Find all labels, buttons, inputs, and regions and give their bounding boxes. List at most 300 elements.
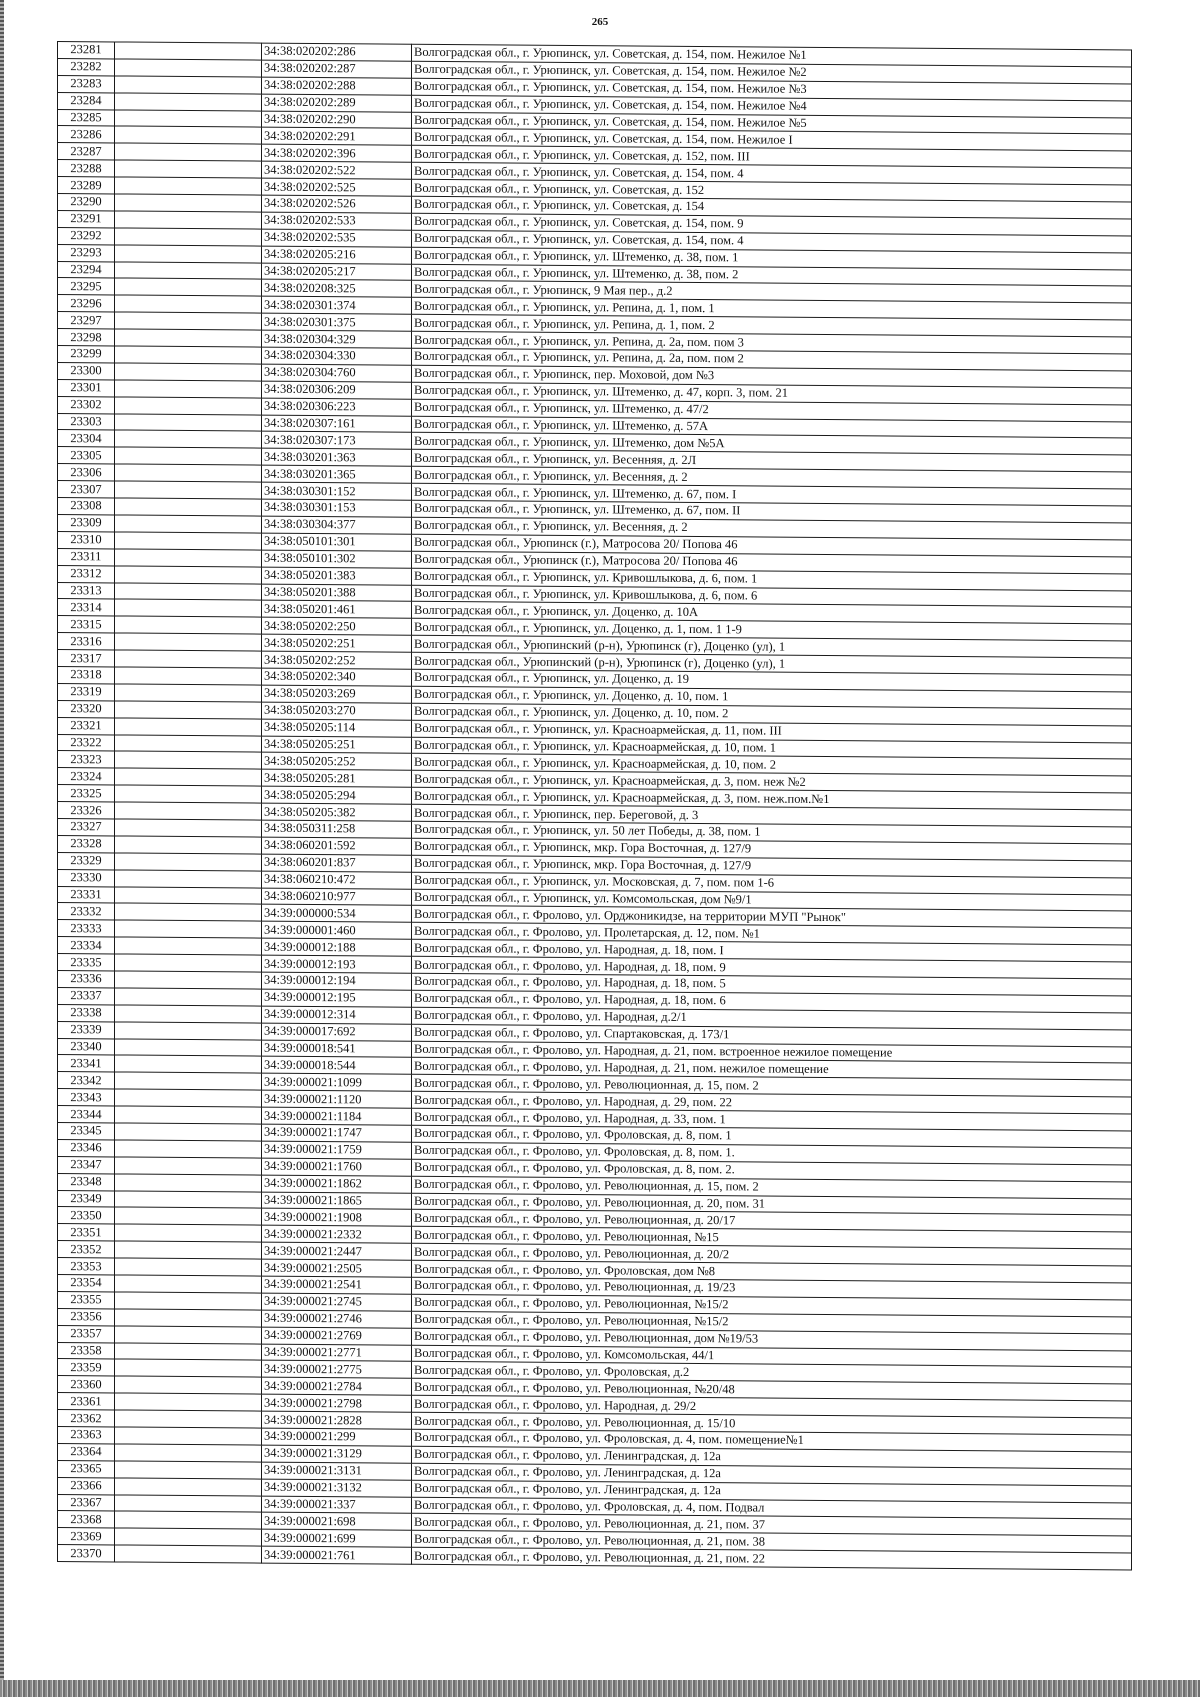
- cadastral-number-cell: 34:38:060201:837: [262, 854, 412, 872]
- empty-cell: [115, 143, 262, 161]
- address-cell: Волгоградская обл., г. Урюпинск, ул. Репина, д. 2а, пом. пом 2: [412, 348, 1132, 371]
- cadastral-number-cell: 34:39:000021:2771: [262, 1344, 412, 1362]
- empty-cell: [115, 1123, 262, 1141]
- cadastral-number-cell: 34:39:000017:692: [262, 1023, 412, 1041]
- row-number-cell: 23358: [58, 1342, 115, 1359]
- cadastral-number-cell: 34:38:050201:461: [262, 600, 412, 618]
- row-number-cell: 23354: [58, 1275, 115, 1292]
- empty-cell: [115, 1140, 262, 1158]
- empty-cell: [115, 1022, 262, 1040]
- row-number-cell: 23361: [58, 1393, 115, 1410]
- address-cell: Волгоградская обл., г. Урюпинск, ул. Московская, д. 7, пом. пом 1-6: [412, 872, 1132, 895]
- cadastral-number-cell: 34:39:000021:699: [262, 1529, 412, 1547]
- cadastral-number-cell: 34:39:000021:2745: [262, 1293, 412, 1311]
- row-number-cell: 23369: [58, 1528, 115, 1545]
- cadastral-number-cell: 34:39:000021:1099: [262, 1073, 412, 1091]
- address-cell: Волгоградская обл., г. Урюпинск, ул. Штеменко, дом №5А: [412, 433, 1132, 456]
- address-cell: Волгоградская обл., г. Фролово, ул. Фроловская, дом №8: [412, 1260, 1132, 1283]
- row-number-cell: 23308: [58, 498, 115, 515]
- empty-cell: [115, 126, 262, 144]
- address-cell: Волгоградская обл., г. Фролово, ул. Спартаковская, д. 173/1: [412, 1024, 1132, 1047]
- cadastral-number-cell: 34:38:050205:251: [262, 736, 412, 754]
- address-cell: Волгоградская обл., г. Урюпинск, ул. Советская, д. 154, пом. Нежилое №3: [412, 78, 1132, 101]
- address-cell: Волгоградская обл., г. Урюпинск, ул. Репина, д. 1, пом. 1: [412, 298, 1132, 321]
- empty-cell: [115, 870, 262, 888]
- cadastral-number-cell: 34:38:030301:152: [262, 482, 412, 500]
- cadastral-number-cell: 34:38:020301:375: [262, 313, 412, 331]
- empty-cell: [115, 481, 262, 499]
- empty-cell: [115, 937, 262, 955]
- address-cell: Волгоградская обл., Урюпинский (р-н), Урюпинск (г), Доценко (ул), 1: [412, 635, 1132, 658]
- empty-cell: [115, 312, 262, 330]
- cadastral-number-cell: 34:39:000021:2541: [262, 1276, 412, 1294]
- row-number-cell: 23331: [58, 886, 115, 903]
- cadastral-number-cell: 34:38:020202:287: [262, 60, 412, 78]
- address-cell: Волгоградская обл., г. Фролово, ул. Фроловская, д. 8, пом. 2.: [412, 1159, 1132, 1182]
- cadastral-number-cell: 34:38:020202:526: [262, 195, 412, 213]
- empty-cell: [115, 194, 262, 212]
- empty-cell: [115, 464, 262, 482]
- empty-cell: [115, 920, 262, 938]
- cadastral-number-cell: 34:39:000012:188: [262, 938, 412, 956]
- empty-cell: [115, 515, 262, 533]
- row-number-cell: 23325: [58, 785, 115, 802]
- empty-cell: [115, 667, 262, 685]
- row-number-cell: 23346: [58, 1139, 115, 1156]
- cadastral-number-cell: 34:38:050205:252: [262, 753, 412, 771]
- row-number-cell: 23367: [58, 1494, 115, 1511]
- row-number-cell: 23304: [58, 430, 115, 447]
- row-number-cell: 23319: [58, 683, 115, 700]
- cadastral-number-cell: 34:38:060201:592: [262, 837, 412, 855]
- address-cell: Волгоградская обл., Урюпинск (г.), Матросова 20/ Попова 46: [412, 551, 1132, 574]
- empty-cell: [115, 802, 262, 820]
- empty-cell: [115, 1072, 262, 1090]
- empty-cell: [115, 903, 262, 921]
- cadastral-number-cell: 34:39:000021:2447: [262, 1242, 412, 1260]
- cadastral-number-cell: 34:38:050101:301: [262, 533, 412, 551]
- address-cell: Волгоградская обл., г. Фролово, ул. Ленинградская, д. 12а: [412, 1446, 1132, 1469]
- address-cell: Волгоградская обл., г. Урюпинск, ул. Весенняя, д. 2Л: [412, 450, 1132, 473]
- row-number-cell: 23345: [58, 1123, 115, 1140]
- empty-cell: [115, 1343, 262, 1361]
- address-cell: Волгоградская обл., г. Урюпинск, ул. Советская, д. 154, пом. Нежилое №5: [412, 112, 1132, 135]
- cadastral-number-cell: 34:38:050203:269: [262, 685, 412, 703]
- row-number-cell: 23328: [58, 835, 115, 852]
- empty-cell: [115, 346, 262, 364]
- empty-cell: [115, 566, 262, 584]
- row-number-cell: 23326: [58, 802, 115, 819]
- address-cell: Волгоградская обл., г. Урюпинск, мкр. Гора Восточная, д. 127/9: [412, 838, 1132, 861]
- row-number-cell: 23349: [58, 1190, 115, 1207]
- empty-cell: [115, 751, 262, 769]
- address-cell: Волгоградская обл., г. Урюпинск, ул. Советская, д. 154: [412, 196, 1132, 219]
- cadastral-number-cell: 34:38:020202:289: [262, 94, 412, 112]
- address-cell: Волгоградская обл., г. Урюпинск, ул. Штеменко, д. 38, пом. 2: [412, 264, 1132, 287]
- address-cell: Волгоградская обл., г. Фролово, ул. Народная, д. 29, пом. 22: [412, 1092, 1132, 1115]
- cadastral-number-cell: 34:39:000021:2505: [262, 1259, 412, 1277]
- empty-cell: [115, 718, 262, 736]
- address-cell: Волгоградская обл., г. Урюпинск, пер. Моховой, дом №3: [412, 365, 1132, 388]
- row-number-cell: 23311: [58, 548, 115, 565]
- cadastral-number-cell: 34:39:000021:698: [262, 1513, 412, 1531]
- address-cell: Волгоградская обл., г. Фролово, ул. Фроловская, д. 4, пом. Подвал: [412, 1497, 1132, 1520]
- address-cell: Волгоградская обл., г. Фролово, ул. Революционная, д. 21, пом. 22: [412, 1548, 1132, 1571]
- cadastral-number-cell: 34:39:000021:299: [262, 1428, 412, 1446]
- empty-cell: [115, 1393, 262, 1411]
- row-number-cell: 23287: [58, 143, 115, 160]
- empty-cell: [115, 295, 262, 313]
- cadastral-number-cell: 34:38:020208:325: [262, 280, 412, 298]
- empty-cell: [115, 110, 262, 128]
- cadastral-number-cell: 34:38:020202:291: [262, 128, 412, 146]
- cadastral-number-cell: 34:38:020202:535: [262, 229, 412, 247]
- cadastral-number-cell: 34:38:020202:286: [262, 43, 412, 61]
- empty-cell: [115, 42, 262, 60]
- row-number-cell: 23368: [58, 1511, 115, 1528]
- address-cell: Волгоградская обл., г. Фролово, ул. Народная, д. 21, пом. нежилое помещение: [412, 1058, 1132, 1081]
- row-number-cell: 23340: [58, 1038, 115, 1055]
- empty-cell: [115, 245, 262, 263]
- empty-cell: [115, 971, 262, 989]
- row-number-cell: 23357: [58, 1325, 115, 1342]
- empty-cell: [115, 430, 262, 448]
- empty-cell: [115, 532, 262, 550]
- cadastral-number-cell: 34:38:050205:281: [262, 769, 412, 787]
- empty-cell: [115, 954, 262, 972]
- address-cell: Волгоградская обл., г. Урюпинск, ул. Репина, д. 1, пом. 2: [412, 315, 1132, 338]
- empty-cell: [115, 650, 262, 668]
- cadastral-number-cell: 34:39:000012:193: [262, 955, 412, 973]
- address-cell: Волгоградская обл., г. Фролово, ул. Народная, д.2/1: [412, 1007, 1132, 1030]
- row-number-cell: 23347: [58, 1156, 115, 1173]
- empty-cell: [115, 1545, 262, 1563]
- address-cell: Волгоградская обл., г. Урюпинск, ул. Красноармейская, д. 3, пом. неж №2: [412, 771, 1132, 794]
- address-cell: Волгоградская обл., г. Фролово, ул. Фроловская, д. 4, пом. помещение№1: [412, 1429, 1132, 1452]
- cadastral-number-cell: 34:38:030301:153: [262, 499, 412, 517]
- address-cell: Волгоградская обл., г. Урюпинск, ул. Доценко, д. 10, пом. 1: [412, 686, 1132, 709]
- row-number-cell: 23282: [58, 58, 115, 75]
- address-cell: Волгоградская обл., г. Урюпинск, ул. Штеменко, д. 47, корп. 3, пом. 21: [412, 382, 1132, 405]
- address-cell: Волгоградская обл., г. Урюпинск, мкр. Гора Восточная, д. 127/9: [412, 855, 1132, 878]
- address-cell: Волгоградская обл., г. Урюпинск, ул. Штеменко, д. 47/2: [412, 399, 1132, 422]
- row-number-cell: 23350: [58, 1207, 115, 1224]
- row-number-cell: 23339: [58, 1021, 115, 1038]
- row-number-cell: 23296: [58, 295, 115, 312]
- address-cell: Волгоградская обл., г. Фролово, ул. Народная, д. 33, пом. 1: [412, 1108, 1132, 1131]
- empty-cell: [115, 177, 262, 195]
- empty-cell: [115, 582, 262, 600]
- cadastral-number-cell: 34:38:050201:388: [262, 584, 412, 602]
- row-number-cell: 23285: [58, 109, 115, 126]
- cadastral-number-cell: 34:38:050202:250: [262, 617, 412, 635]
- address-cell: Волгоградская обл., г. Урюпинск, ул. Советская, д. 154, пом. 4: [412, 230, 1132, 253]
- cadastral-number-cell: 34:38:060210:977: [262, 888, 412, 906]
- address-cell: Волгоградская обл., г. Урюпинск, ул. Весенняя, д. 2: [412, 517, 1132, 540]
- cadastral-number-cell: 34:38:020202:533: [262, 212, 412, 230]
- row-number-cell: 23294: [58, 261, 115, 278]
- row-number-cell: 23370: [58, 1545, 115, 1562]
- address-cell: Волгоградская обл., г. Урюпинск, ул. Доценко, д. 10А: [412, 602, 1132, 625]
- row-number-cell: 23337: [58, 987, 115, 1004]
- empty-cell: [115, 59, 262, 77]
- scan-edge-bottom: [0, 1680, 1200, 1697]
- row-number-cell: 23313: [58, 582, 115, 599]
- address-cell: Волгоградская обл., г. Фролово, ул. Пролетарская, д. 12, пом. №1: [412, 923, 1132, 946]
- row-number-cell: 23310: [58, 531, 115, 548]
- address-cell: Волгоградская обл., г. Урюпинск, ул. Штеменко, д. 38, пом. 1: [412, 247, 1132, 270]
- cadastral-number-cell: 34:38:020304:330: [262, 347, 412, 365]
- empty-cell: [115, 160, 262, 178]
- cadastral-number-cell: 34:38:050101:302: [262, 550, 412, 568]
- empty-cell: [115, 684, 262, 702]
- address-cell: Волгоградская обл., г. Урюпинск, ул. Советская, д. 152, пом. III: [412, 146, 1132, 169]
- empty-cell: [115, 1005, 262, 1023]
- empty-cell: [115, 1292, 262, 1310]
- empty-cell: [115, 1309, 262, 1327]
- row-number-cell: 23359: [58, 1359, 115, 1376]
- address-cell: Волгоградская обл., г. Урюпинск, ул. Красноармейская, д. 11, пом. III: [412, 720, 1132, 743]
- address-cell: Волгоградская обл., г. Урюпинск, ул. Советская, д. 154, пом. Нежилое №4: [412, 95, 1132, 118]
- empty-cell: [115, 278, 262, 296]
- row-number-cell: 23338: [58, 1004, 115, 1021]
- address-cell: Волгоградская обл., г. Урюпинск, ул. Советская, д. 154, пом. Нежилое №1: [412, 44, 1132, 67]
- cadastral-number-cell: 34:38:050205:382: [262, 803, 412, 821]
- address-cell: Волгоградская обл., г. Фролово, ул. Революционная, д. 21, пом. 37: [412, 1514, 1132, 1537]
- row-number-cell: 23290: [58, 194, 115, 211]
- address-cell: Волгоградская обл., г. Урюпинск, ул. Советская, д. 154, пом. 4: [412, 163, 1132, 186]
- empty-cell: [115, 1376, 262, 1394]
- address-cell: Волгоградская обл., г. Фролово, ул. Народная, д. 18, пом. 9: [412, 956, 1132, 979]
- address-cell: Волгоградская обл., г. Урюпинск, ул. Красноармейская, д. 10, пом. 1: [412, 737, 1132, 760]
- cadastral-number-cell: 34:39:000021:761: [262, 1546, 412, 1564]
- cadastral-number-cell: 34:38:030201:363: [262, 448, 412, 466]
- address-cell: Волгоградская обл., г. Урюпинск, 9 Мая пер., д.2: [412, 281, 1132, 304]
- row-number-cell: 23322: [58, 734, 115, 751]
- row-number-cell: 23306: [58, 464, 115, 481]
- property-register-table: [57, 41, 1132, 1571]
- row-number-cell: 23297: [58, 312, 115, 329]
- cadastral-number-cell: 34:39:000021:2332: [262, 1225, 412, 1243]
- row-number-cell: 23286: [58, 126, 115, 143]
- cadastral-number-cell: 34:38:020304:760: [262, 364, 412, 382]
- row-number-cell: 23335: [58, 954, 115, 971]
- address-cell: Волгоградская обл., г. Фролово, ул. Революционная, дом №19/53: [412, 1328, 1132, 1351]
- row-number-cell: 23295: [58, 278, 115, 295]
- address-cell: Волгоградская обл., г. Урюпинск, ул. Штеменко, д. 67, пом. II: [412, 500, 1132, 523]
- empty-cell: [115, 1191, 262, 1209]
- empty-cell: [115, 1207, 262, 1225]
- row-number-cell: 23291: [58, 210, 115, 227]
- address-cell: Волгоградская обл., Урюпинск (г.), Матросова 20/ Попова 46: [412, 534, 1132, 557]
- empty-cell: [115, 819, 262, 837]
- row-number-cell: 23321: [58, 717, 115, 734]
- address-cell: Волгоградская обл., г. Фролово, ул. Революционная, д. 21, пом. 38: [412, 1531, 1132, 1554]
- cadastral-number-cell: 34:38:020306:223: [262, 398, 412, 416]
- cadastral-number-cell: 34:39:000021:3132: [262, 1479, 412, 1497]
- address-cell: Волгоградская обл., г. Урюпинск, ул. Доценко, д. 1, пом. 1 1-9: [412, 619, 1132, 642]
- property-register-sheet: [57, 41, 1132, 1571]
- address-cell: Волгоградская обл., г. Урюпинск, ул. Красноармейская, д. 3, пом. неж.пом.№1: [412, 787, 1132, 810]
- address-cell: Волгоградская обл., г. Урюпинск, пер. Береговой, д. 3: [412, 804, 1132, 827]
- address-cell: Волгоградская обл., г. Фролово, ул. Революционная, д. 20/17: [412, 1210, 1132, 1233]
- row-number-cell: 23299: [58, 346, 115, 363]
- address-cell: Волгоградская обл., г. Фролово, ул. Ленинградская, д. 12а: [412, 1463, 1132, 1486]
- empty-cell: [115, 1106, 262, 1124]
- cadastral-number-cell: 34:38:050202:340: [262, 668, 412, 686]
- address-cell: Волгоградская обл., г. Урюпинск, ул. Штеменко, д. 57А: [412, 416, 1132, 439]
- address-cell: Волгоградская обл., г. Фролово, ул. Революционная, д. 20/2: [412, 1244, 1132, 1267]
- empty-cell: [115, 1410, 262, 1428]
- cadastral-number-cell: 34:38:050202:252: [262, 651, 412, 669]
- cadastral-number-cell: 34:38:030304:377: [262, 516, 412, 534]
- cadastral-number-cell: 34:39:000001:460: [262, 921, 412, 939]
- address-cell: Волгоградская обл., г. Фролово, ул. Народная, д. 21, пом. встроенное нежилое помещение: [412, 1041, 1132, 1064]
- cadastral-number-cell: 34:39:000021:1862: [262, 1175, 412, 1193]
- address-cell: Волгоградская обл., г. Урюпинск, ул. Доценко, д. 10, пом. 2: [412, 703, 1132, 726]
- address-cell: Волгоградская обл., г. Урюпинск, ул. Весенняя, д. 2: [412, 467, 1132, 490]
- empty-cell: [115, 768, 262, 786]
- empty-cell: [115, 380, 262, 398]
- empty-cell: [115, 785, 262, 803]
- cadastral-number-cell: 34:38:050205:294: [262, 786, 412, 804]
- row-number-cell: 23298: [58, 329, 115, 346]
- empty-cell: [115, 549, 262, 567]
- row-number-cell: 23324: [58, 768, 115, 785]
- address-cell: Волгоградская обл., г. Фролово, ул. Революционная, №15/2: [412, 1311, 1132, 1334]
- cadastral-number-cell: 34:38:050203:270: [262, 702, 412, 720]
- empty-cell: [115, 1055, 262, 1073]
- row-number-cell: 23343: [58, 1089, 115, 1106]
- row-number-cell: 23333: [58, 920, 115, 937]
- empty-cell: [115, 701, 262, 719]
- address-cell: Волгоградская обл., г. Урюпинск, ул. Доценко, д. 19: [412, 669, 1132, 692]
- empty-cell: [115, 1174, 262, 1192]
- row-number-cell: 23312: [58, 565, 115, 582]
- address-cell: Волгоградская обл., г. Фролово, ул. Ленинградская, д. 12а: [412, 1480, 1132, 1503]
- row-number-cell: 23362: [58, 1410, 115, 1427]
- cadastral-number-cell: 34:39:000000:534: [262, 905, 412, 923]
- row-number-cell: 23293: [58, 244, 115, 261]
- cadastral-number-cell: 34:38:050311:258: [262, 820, 412, 838]
- cadastral-number-cell: 34:39:000021:2784: [262, 1377, 412, 1395]
- empty-cell: [115, 228, 262, 246]
- address-cell: Волгоградская обл., г. Урюпинск, ул. Советская, д. 154, пом. Нежилое №2: [412, 61, 1132, 84]
- row-number-cell: 23334: [58, 937, 115, 954]
- row-number-cell: 23365: [58, 1460, 115, 1477]
- address-cell: Волгоградская обл., Урюпинский (р-н), Урюпинск (г), Доценко (ул), 1: [412, 652, 1132, 675]
- cadastral-number-cell: 34:38:020306:209: [262, 381, 412, 399]
- row-number-cell: 23316: [58, 633, 115, 650]
- empty-cell: [115, 363, 262, 381]
- cadastral-number-cell: 34:38:020304:329: [262, 330, 412, 348]
- cadastral-number-cell: 34:39:000021:1759: [262, 1141, 412, 1159]
- cadastral-number-cell: 34:39:000021:1120: [262, 1090, 412, 1108]
- cadastral-number-cell: 34:39:000021:1908: [262, 1209, 412, 1227]
- row-number-cell: 23281: [58, 42, 115, 59]
- address-cell: Волгоградская обл., г. Фролово, ул. Революционная, №15: [412, 1227, 1132, 1250]
- row-number-cell: 23323: [58, 751, 115, 768]
- row-number-cell: 23364: [58, 1443, 115, 1460]
- cadastral-number-cell: 34:38:020205:217: [262, 263, 412, 281]
- address-cell: Волгоградская обл., г. Фролово, ул. Орджоникидзе, на территории МУП "Рынок": [412, 906, 1132, 929]
- address-cell: Волгоградская обл., г. Фролово, ул. Фроловская, д. 8, пом. 1.: [412, 1142, 1132, 1165]
- row-number-cell: 23329: [58, 852, 115, 869]
- empty-cell: [115, 633, 262, 651]
- empty-cell: [115, 211, 262, 229]
- row-number-cell: 23292: [58, 227, 115, 244]
- row-number-cell: 23283: [58, 75, 115, 92]
- row-number-cell: 23327: [58, 818, 115, 835]
- row-number-cell: 23342: [58, 1072, 115, 1089]
- row-number-cell: 23309: [58, 514, 115, 531]
- empty-cell: [115, 329, 262, 347]
- cadastral-number-cell: 34:39:000021:1747: [262, 1124, 412, 1142]
- address-cell: Волгоградская обл., г. Фролово, ул. Комсомольская, 44/1: [412, 1345, 1132, 1368]
- address-cell: Волгоградская обл., г. Фролово, ул. Революционная, д. 15, пом. 2: [412, 1075, 1132, 1098]
- address-cell: Волгоградская обл., г. Фролово, ул. Революционная, №20/48: [412, 1379, 1132, 1402]
- empty-cell: [115, 1478, 262, 1496]
- cadastral-number-cell: 34:39:000021:2769: [262, 1327, 412, 1345]
- cadastral-number-cell: 34:39:000021:1865: [262, 1192, 412, 1210]
- address-cell: Волгоградская обл., г. Урюпинск, ул. 50 лет Победы, д. 38, пом. 1: [412, 821, 1132, 844]
- row-number-cell: 23317: [58, 650, 115, 667]
- empty-cell: [115, 76, 262, 94]
- row-number-cell: 23352: [58, 1241, 115, 1258]
- address-cell: Волгоградская обл., г. Фролово, ул. Революционная, №15/2: [412, 1294, 1132, 1317]
- cadastral-number-cell: 34:38:020202:396: [262, 144, 412, 162]
- row-number-cell: 23363: [58, 1427, 115, 1444]
- cadastral-number-cell: 34:39:000012:195: [262, 989, 412, 1007]
- address-cell: Волгоградская обл., г. Фролово, ул. Фроловская, д.2: [412, 1362, 1132, 1385]
- address-cell: Волгоградская обл., г. Урюпинск, ул. Советская, д. 154, пом. 9: [412, 213, 1132, 236]
- cadastral-number-cell: 34:38:050205:114: [262, 719, 412, 737]
- row-number-cell: 23318: [58, 666, 115, 683]
- cadastral-number-cell: 34:39:000018:541: [262, 1040, 412, 1058]
- row-number-cell: 23366: [58, 1477, 115, 1494]
- empty-cell: [115, 1241, 262, 1259]
- empty-cell: [115, 1275, 262, 1293]
- address-cell: Волгоградская обл., г. Фролово, ул. Народная, д. 29/2: [412, 1396, 1132, 1419]
- cadastral-number-cell: 34:38:020205:216: [262, 246, 412, 264]
- row-number-cell: 23336: [58, 970, 115, 987]
- row-number-cell: 23360: [58, 1376, 115, 1393]
- cadastral-number-cell: 34:38:020202:525: [262, 178, 412, 196]
- cadastral-number-cell: 34:38:050201:383: [262, 567, 412, 585]
- empty-cell: [115, 836, 262, 854]
- empty-cell: [115, 734, 262, 752]
- address-cell: Волгоградская обл., г. Урюпинск, ул. Кривошлыкова, д. 6, пом. 6: [412, 585, 1132, 608]
- cadastral-number-cell: 34:39:000021:2775: [262, 1361, 412, 1379]
- cadastral-number-cell: 34:39:000012:314: [262, 1006, 412, 1024]
- address-cell: Волгоградская обл., г. Фролово, ул. Революционная, д. 15/10: [412, 1412, 1132, 1435]
- address-cell: Волгоградская обл., г. Урюпинск, ул. Штеменко, д. 67, пом. I: [412, 483, 1132, 506]
- address-cell: Волгоградская обл., г. Фролово, ул. Народная, д. 18, пом. I: [412, 939, 1132, 962]
- row-number-cell: 23320: [58, 700, 115, 717]
- empty-cell: [115, 1326, 262, 1344]
- row-number-cell: 23356: [58, 1308, 115, 1325]
- cadastral-number-cell: 34:39:000021:2798: [262, 1394, 412, 1412]
- page-number: 265: [591, 16, 609, 28]
- cadastral-number-cell: 34:38:020307:161: [262, 415, 412, 433]
- cadastral-number-cell: 34:39:000021:2828: [262, 1411, 412, 1429]
- row-number-cell: 23300: [58, 362, 115, 379]
- empty-cell: [115, 93, 262, 111]
- cadastral-number-cell: 34:39:000018:544: [262, 1057, 412, 1075]
- empty-cell: [115, 599, 262, 617]
- empty-cell: [115, 1461, 262, 1479]
- empty-cell: [115, 1495, 262, 1513]
